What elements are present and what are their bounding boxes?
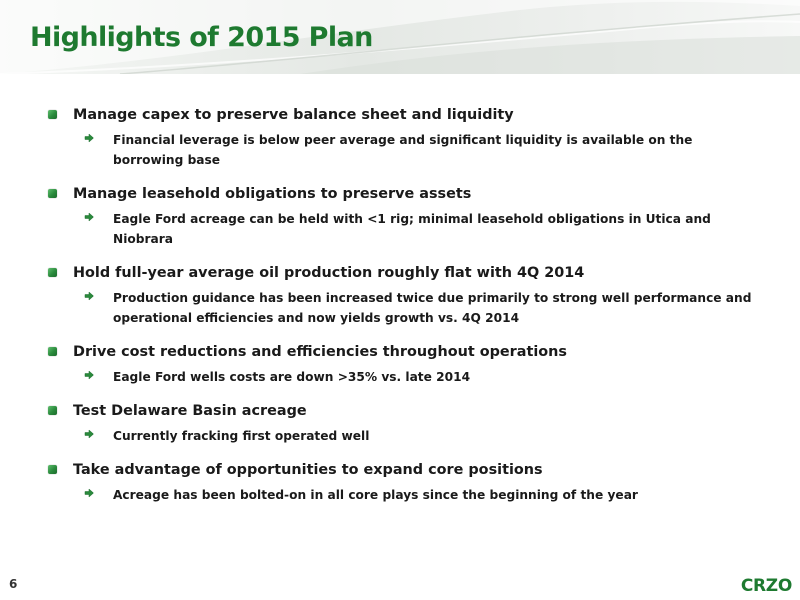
header-band xyxy=(0,0,800,74)
bullet-group xyxy=(46,461,766,505)
main-bullet-text: Take advantage of opportunities to expand core positions xyxy=(73,462,543,478)
bullet-group xyxy=(46,343,766,387)
sub-bullet-text: Eagle Ford wells costs are down >35% vs. late 2014 xyxy=(113,370,471,384)
sub-bullet-item xyxy=(46,426,766,446)
slide-title: Highlights of 2015 Plan xyxy=(30,22,373,53)
company-logo: CRZO xyxy=(740,576,792,596)
square-bullet-icon xyxy=(48,465,57,474)
page-number: 6 xyxy=(9,577,18,591)
bullet-list xyxy=(46,106,766,520)
sub-bullet-text: Acreage has been bolted-on in all core plays since the beginning of the year xyxy=(113,488,638,502)
arrow-bullet-icon xyxy=(84,429,94,439)
arrow-bullet-icon xyxy=(84,488,94,498)
square-bullet-icon xyxy=(48,347,57,356)
arrow-bullet-icon xyxy=(84,291,94,301)
square-bullet-icon xyxy=(48,110,57,119)
sub-bullet-item xyxy=(46,288,766,328)
bullet-group xyxy=(46,185,766,249)
sub-bullet-item xyxy=(46,367,766,387)
sub-bullet-text: Production guidance has been increased twice due primarily to strong well performance and operational efficiencies and now yields growth vs. 4Q 2014 xyxy=(113,291,752,325)
arrow-bullet-icon xyxy=(84,133,94,143)
main-bullet-text: Manage leasehold obligations to preserve assets xyxy=(73,186,472,202)
square-bullet-icon xyxy=(48,268,57,277)
main-bullet-text: Drive cost reductions and efficiencies throughout operations xyxy=(73,344,567,360)
sub-bullet-item xyxy=(46,209,766,249)
main-bullet-item xyxy=(46,264,766,283)
bullet-group xyxy=(46,402,766,446)
square-bullet-icon xyxy=(48,189,57,198)
arrow-bullet-icon xyxy=(84,370,94,380)
main-bullet-item xyxy=(46,402,766,421)
bullet-group xyxy=(46,106,766,170)
main-bullet-text: Test Delaware Basin acreage xyxy=(73,403,307,419)
sub-bullet-text: Financial leverage is below peer average and significant liquidity is available on the borrowing base xyxy=(113,133,693,167)
sub-bullet-item xyxy=(46,130,766,170)
main-bullet-text: Hold full-year average oil production roughly flat with 4Q 2014 xyxy=(73,265,585,281)
main-bullet-item xyxy=(46,343,766,362)
sub-bullet-item xyxy=(46,485,766,505)
main-bullet-text: Manage capex to preserve balance sheet and liquidity xyxy=(73,107,514,123)
main-bullet-item xyxy=(46,106,766,125)
main-bullet-item xyxy=(46,185,766,204)
square-bullet-icon xyxy=(48,406,57,415)
main-bullet-item xyxy=(46,461,766,480)
bullet-group xyxy=(46,264,766,328)
sub-bullet-text: Currently fracking first operated well xyxy=(113,429,370,443)
sub-bullet-text: Eagle Ford acreage can be held with <1 rig; minimal leasehold obligations in Utica and Niobrara xyxy=(113,212,711,246)
arrow-bullet-icon xyxy=(84,212,94,222)
